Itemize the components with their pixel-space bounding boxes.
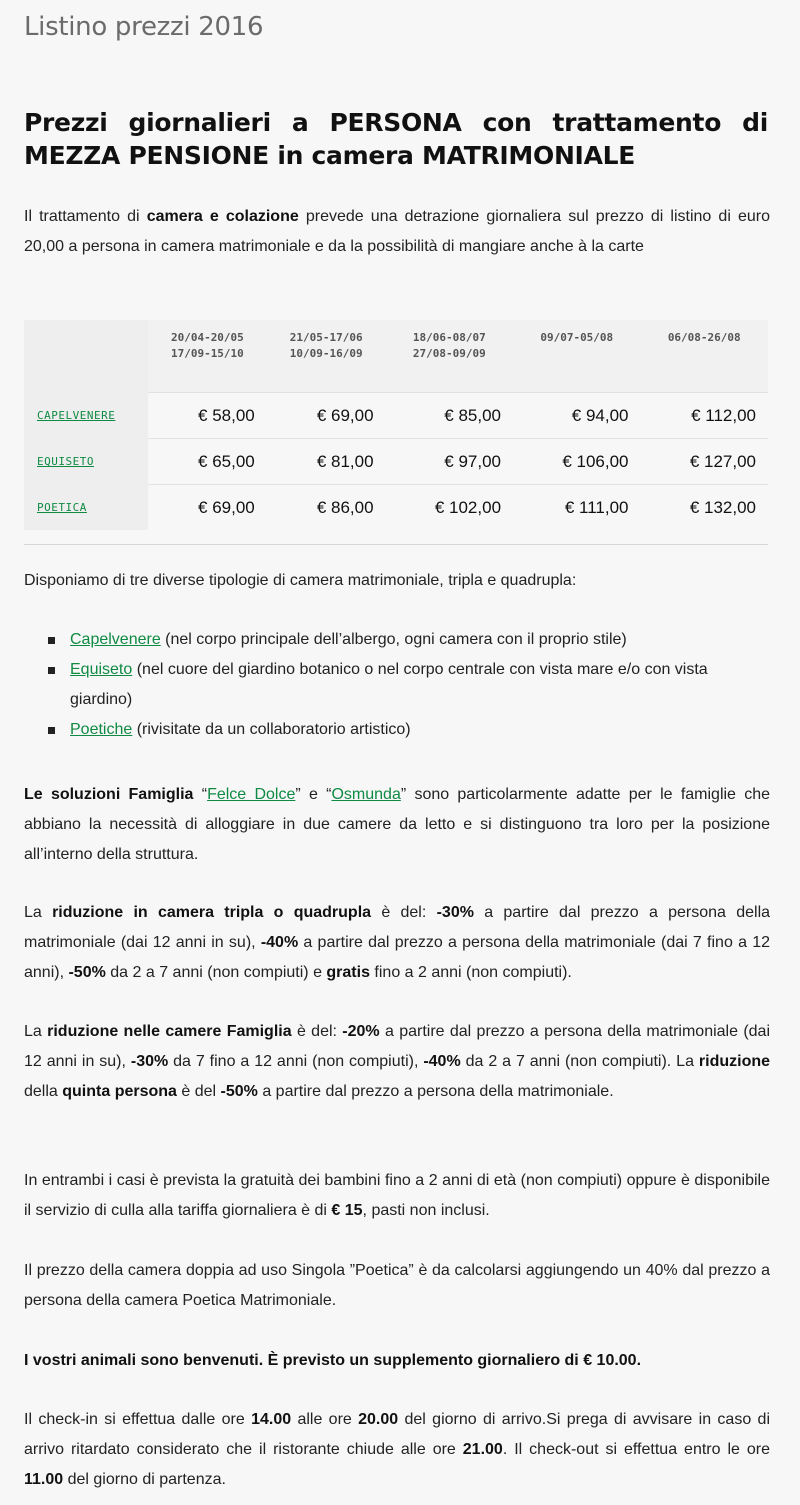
- room-types-intro: Disponiamo di tre diverse tipologie di camera matrimoniale, tripla e quadrupla:: [24, 572, 577, 589]
- intro-text: prevede una detrazione giornaliera sul prezzo di listino di euro 20,00 a persona in camera matrimoniale e da la possibilità di mangiare anche à la carte: [24, 208, 771, 255]
- spacer-cell: [267, 530, 386, 544]
- triple-bold: -30%: [436, 904, 474, 921]
- price-cell: € 94,00: [513, 393, 640, 439]
- checkin-text: del giorno di arrivo.Si prega di avvisare in caso di arrivo ritardato considerato che il ristorante chiude alle ore: [24, 1411, 770, 1458]
- table-corner-cell: [24, 320, 148, 393]
- price-cell: € 132,00: [641, 485, 769, 531]
- period-dates: 06/08-26/08: [667, 331, 741, 344]
- link-equiseto[interactable]: Equiseto: [70, 661, 133, 678]
- checkin-text: del giorno di partenza.: [63, 1471, 226, 1488]
- table-row: [24, 439, 768, 485]
- checkin-text: alle ore: [291, 1411, 359, 1428]
- period-dates: 17/09-15/10: [170, 347, 244, 360]
- famred-text: è del:: [291, 1023, 343, 1040]
- intro-paragraph: [24, 202, 770, 262]
- list-item-text: (nel corpo principale dell’albergo, ogni camera con il proprio stile): [160, 631, 627, 648]
- room-cell: [24, 393, 148, 439]
- bullet-icon: [48, 727, 55, 734]
- period-header: [148, 320, 267, 393]
- period-dates: 09/07-05/08: [540, 331, 614, 344]
- spacer-cell: [24, 530, 148, 544]
- period-header: [513, 320, 640, 393]
- triple-text: fino a 2 anni (non compiuti).: [369, 964, 572, 981]
- room-cell: [24, 439, 148, 485]
- spacer-cell: [513, 530, 640, 544]
- family-bold: Le soluzioni Famiglia: [24, 786, 194, 803]
- bullet-icon: [48, 637, 55, 644]
- checkin-text: Il check-in si effettua dalle ore: [24, 1411, 252, 1428]
- list-item-text: (rivisitate da un collaboratorio artistico): [132, 721, 411, 738]
- room-link-equiseto[interactable]: EQUISETO: [37, 455, 94, 468]
- list-item: [48, 655, 772, 715]
- room-cell: [24, 485, 148, 531]
- period-header: [386, 320, 513, 393]
- famred-text: a partire dal prezzo a persona della matrimoniale.: [257, 1083, 614, 1100]
- list-item: [48, 625, 772, 655]
- triple-text: a partire dal prezzo a persona della matrimoniale (dai 7 fino a 12 anni),: [24, 934, 771, 981]
- famred-bold: riduzione nelle camere Famiglia: [47, 1023, 292, 1040]
- famred-bold: -40%: [423, 1053, 461, 1070]
- bullet-icon: [48, 667, 55, 674]
- famred-text: è del: [176, 1083, 221, 1100]
- famred-text: da 7 fino a 12 anni (non compiuti),: [168, 1053, 424, 1070]
- triple-bold: -40%: [260, 934, 299, 951]
- table-row: [24, 393, 768, 439]
- famred-bold: -20%: [342, 1023, 380, 1040]
- period-dates: 20/04-20/05: [170, 331, 244, 344]
- price-cell: € 111,00: [513, 485, 640, 531]
- checkin-bold: 20.00: [358, 1411, 399, 1428]
- price-cell: € 106,00: [513, 439, 640, 485]
- period-header: [641, 320, 769, 393]
- room-link-poetica[interactable]: POETICA: [37, 500, 87, 514]
- checkin-text: . Il check-out si effettua entro le ore: [502, 1441, 770, 1458]
- intro-bold: camera e colazione: [146, 208, 299, 225]
- triple-text: La: [24, 904, 53, 921]
- family-text: ” sono particolarmente adatte per le famiglie che abbiano la necessità di alloggiare in due camere da letto e si distinguono tra loro per la posizione all’interno della struttura.: [24, 786, 771, 863]
- table-row: [24, 485, 768, 531]
- checkin-bold: 21.00: [462, 1441, 503, 1458]
- link-felce-dolce[interactable]: Felce Dolce: [207, 786, 296, 803]
- table-spacer-row: [24, 530, 768, 544]
- page-title: Listino prezzi 2016: [24, 12, 264, 42]
- crib-text: , pasti non inclusi.: [362, 1202, 490, 1219]
- period-dates: 18/06-08/07: [412, 331, 486, 344]
- triple-bold: riduzione in camera tripla o quadrupla: [52, 904, 372, 921]
- triple-reduction-paragraph: [24, 898, 770, 988]
- price-cell: € 69,00: [148, 485, 267, 531]
- famred-bold: riduzione: [698, 1053, 771, 1070]
- table-header-row: [24, 320, 768, 393]
- family-reduction-paragraph: [24, 1017, 770, 1107]
- famred-text: della: [24, 1083, 63, 1100]
- price-cell: € 65,00: [148, 439, 267, 485]
- link-capelvenere[interactable]: Capelvenere: [70, 631, 161, 648]
- list-item-text: (nel cuore del giardino botanico o nel corpo centrale con vista mare e/o con vista giardino): [70, 661, 708, 708]
- price-cell: € 112,00: [641, 393, 769, 439]
- room-types-list: [48, 625, 772, 745]
- spacer-cell: [386, 530, 513, 544]
- price-cell: € 58,00: [148, 393, 267, 439]
- pets-paragraph: I vostri animali sono benvenuti. È previsto un supplemento giornaliero di € 10.00.: [24, 1352, 642, 1369]
- triple-text: a partire dal prezzo a persona della matrimoniale (dai 12 anni in su),: [24, 904, 771, 951]
- price-cell: € 97,00: [386, 439, 513, 485]
- famred-bold: -50%: [220, 1083, 258, 1100]
- link-osmunda[interactable]: Osmunda: [331, 786, 401, 803]
- price-cell: € 85,00: [386, 393, 513, 439]
- single-room-paragraph: Il prezzo della camera doppia ad uso Singola ”Poetica” è da calcolarsi aggiungendo un 40% dal prezzo a persona della camera Poetica Matrimoniale.: [24, 1262, 770, 1309]
- famred-text: La: [24, 1023, 48, 1040]
- famred-text: a partire dal prezzo a persona della matrimoniale (dai 12 anni in su),: [24, 1023, 770, 1070]
- spacer-cell: [148, 530, 267, 544]
- period-header: [267, 320, 386, 393]
- family-text: ” e “: [295, 786, 332, 803]
- famred-bold: quinta persona: [62, 1083, 177, 1100]
- triple-bold: gratis: [326, 964, 370, 981]
- price-table: [24, 320, 768, 545]
- period-dates: 10/09-16/09: [289, 347, 363, 360]
- price-cell: € 86,00: [267, 485, 386, 531]
- price-cell: € 69,00: [267, 393, 386, 439]
- period-dates: 21/05-17/06: [289, 331, 363, 344]
- crib-paragraph: [24, 1166, 770, 1226]
- crib-bold: € 15: [331, 1202, 363, 1219]
- checkin-bold: 14.00: [251, 1411, 292, 1428]
- famred-bold: -30%: [130, 1053, 169, 1070]
- checkin-paragraph: [24, 1405, 770, 1495]
- price-cell: € 102,00: [386, 485, 513, 531]
- intro-text: Il trattamento di: [24, 208, 147, 225]
- price-cell: € 127,00: [641, 439, 769, 485]
- list-item: [48, 715, 772, 745]
- checkin-bold: 11.00: [24, 1471, 64, 1488]
- triple-bold: -50%: [68, 964, 106, 981]
- price-cell: € 81,00: [267, 439, 386, 485]
- triple-text: è del:: [371, 904, 437, 921]
- family-paragraph: [24, 780, 770, 870]
- famred-text: da 2 a 7 anni (non compiuti). La: [460, 1053, 699, 1070]
- section-heading: Prezzi giornalieri a PERSONA con trattamento di MEZZA PENSIONE in camera MATRIMONIALE: [24, 108, 768, 170]
- family-text: “: [193, 786, 208, 803]
- period-dates: 27/08-09/09: [412, 347, 486, 360]
- link-poetiche[interactable]: Poetiche: [70, 721, 133, 738]
- triple-text: da 2 a 7 anni (non compiuti) e: [105, 964, 327, 981]
- spacer-cell: [641, 530, 769, 544]
- crib-text: In entrambi i casi è prevista la gratuità dei bambini fino a 2 anni di età (non compiuti) oppure è disponibile il servizio di culla alla tariffa giornaliera è di: [24, 1172, 770, 1219]
- room-link-capelvenere[interactable]: CAPELVENERE: [37, 409, 116, 422]
